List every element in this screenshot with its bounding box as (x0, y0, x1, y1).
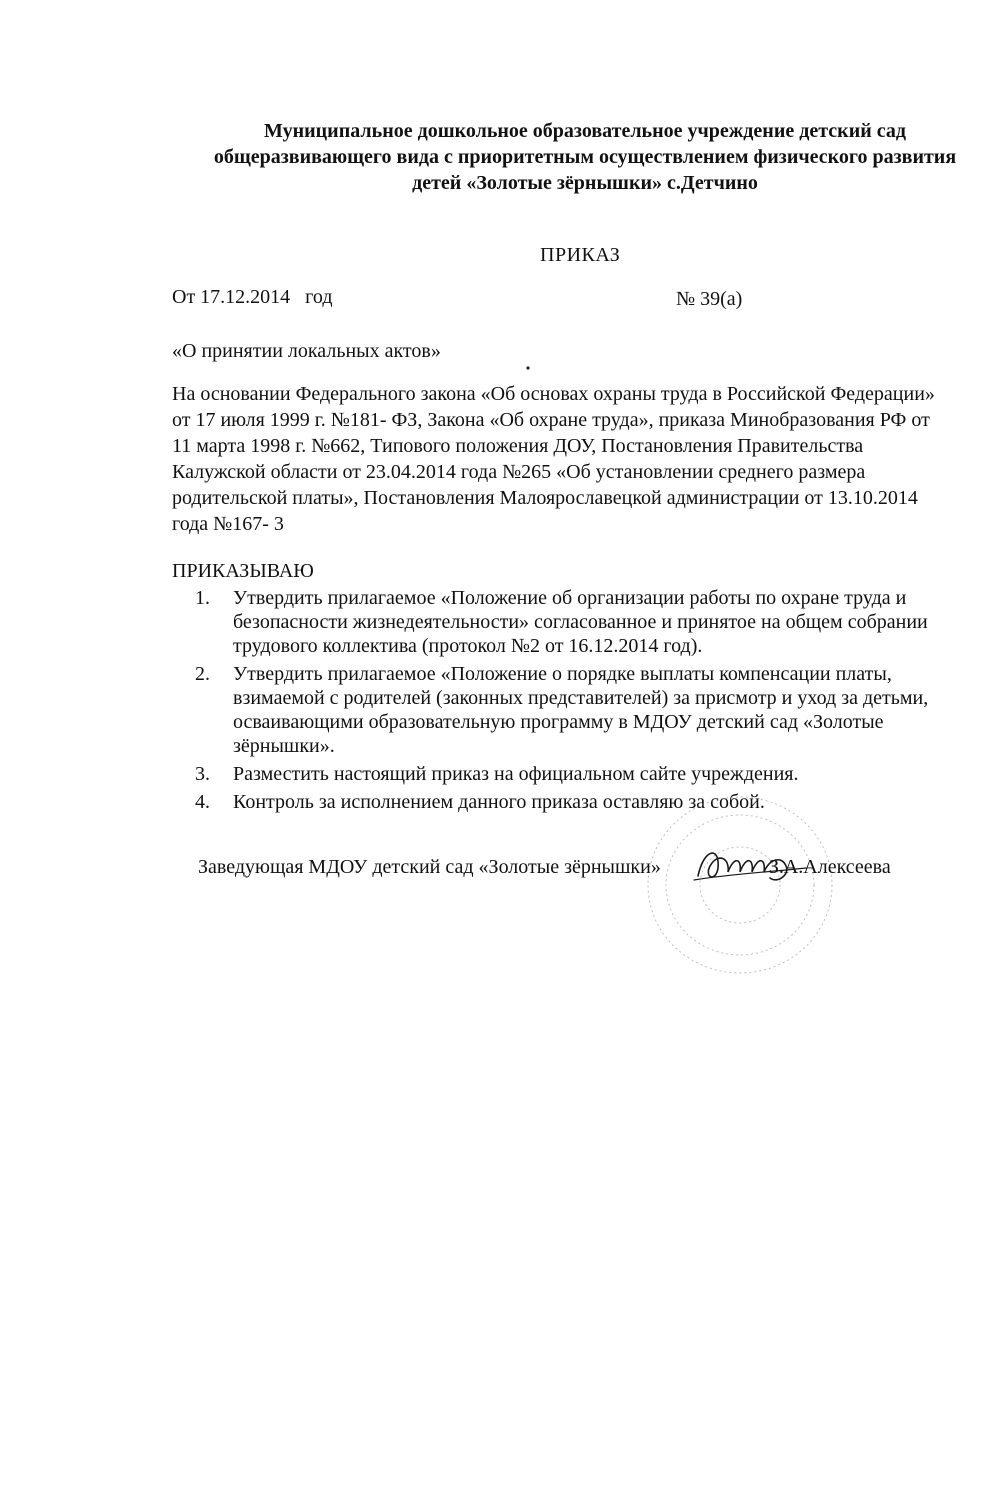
list-item (195, 662, 995, 758)
item-line: Контроль за исполнением данного приказа оставляю за собой. (233, 791, 765, 813)
header-line-1: Муниципальное дошкольное образовательное учреждение детский сад (264, 120, 906, 142)
item-number: 1. (195, 587, 210, 609)
item-number: 4. (195, 791, 210, 813)
header-line-2: общеразвивающего вида с приоритетным осуществлением физического развития (213, 146, 957, 168)
list-item (195, 790, 995, 814)
header-line-3: детей «Золотые зёрнышки» с.Детчино (412, 172, 758, 194)
basis-line: Калужской области от 23.04.2014 года №265 «Об установлении среднего размера (172, 461, 866, 483)
signature-block (198, 856, 891, 879)
item-line: безопасности жизнедеятельности» согласованное и принятое на общем собрании (233, 611, 928, 633)
basis-paragraph (172, 381, 992, 537)
item-line: трудового коллектива (протокол №2 от 16.12.2014 год). (233, 635, 703, 657)
institution-header (180, 118, 990, 196)
order-number: № 39(а) (676, 288, 743, 310)
document-title: ПРИКАЗ (540, 244, 621, 266)
signatory-position: Заведующая МДОУ детский сад «Золотые зёрнышки» (198, 856, 661, 878)
basis-line: от 17 июля 1999 г. №181- ФЗ, Закона «Об охране труда», приказа Минобразования РФ от (172, 409, 930, 431)
item-line: взимаемой с родителей (законных представителей) за присмотр и уход за детьми, (233, 687, 929, 709)
item-line: Утвердить прилагаемое «Положение об организации работы по охране труда и (233, 587, 907, 609)
item-number: 2. (195, 663, 210, 685)
item-number: 3. (195, 763, 210, 785)
item-line: Утвердить прилагаемое «Положение о порядке выплаты компенсации платы, (233, 663, 892, 685)
basis-line: 11 марта 1998 г. №662, Типового положения ДОУ, Постановления Правительства (172, 435, 864, 457)
item-line: осваивающими образовательную программу в МДОУ детский сад «Золотые (233, 711, 884, 733)
order-date: От 17.12.2014 год (172, 286, 333, 308)
scan-speck-mark (526, 366, 530, 370)
basis-line: На основании Федерального закона «Об основах охраны труда в Российской Федерации» (172, 383, 935, 405)
item-line: зёрнышки». (233, 735, 335, 757)
order-directive: ПРИКАЗЫВАЮ (172, 560, 314, 582)
list-item (195, 586, 995, 658)
list-item (195, 762, 995, 786)
item-line: Разместить настоящий приказ на официальном сайте учреждения. (233, 763, 799, 785)
basis-line: года №167- 3 (172, 513, 284, 535)
signatory-name: З.А.Алексеева (768, 856, 891, 878)
basis-line: родительской платы», Постановления Малоярославецкой администрации от 13.10.2014 (172, 487, 918, 509)
order-subject: «О принятии локальных актов» (172, 340, 441, 362)
order-items-list (195, 586, 995, 818)
